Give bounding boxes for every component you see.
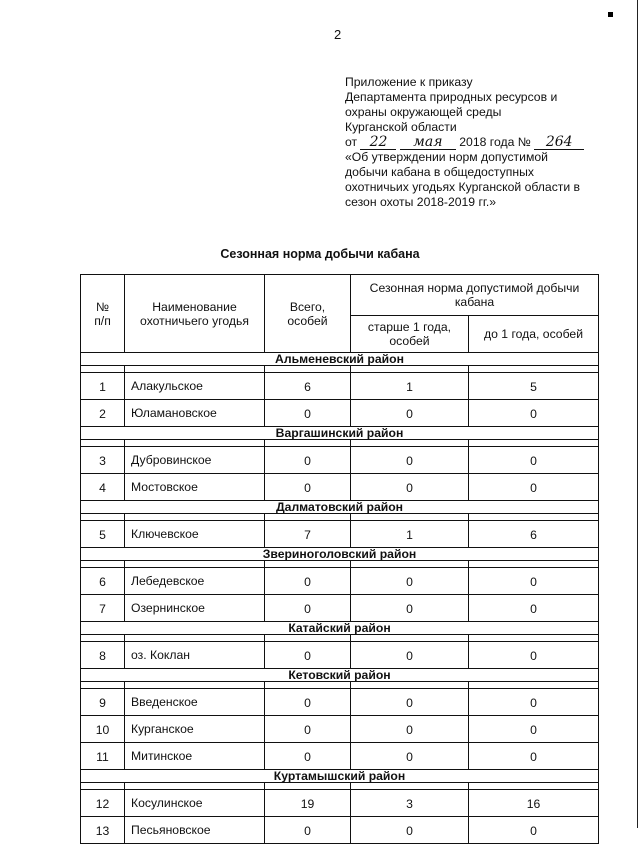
total-value: 0	[265, 595, 351, 622]
older-value: 0	[351, 474, 469, 501]
district-name: Катайский район	[81, 622, 599, 635]
table-row	[81, 521, 599, 548]
district-row	[81, 427, 599, 440]
spacer-cell	[351, 561, 469, 568]
spacer-cell	[125, 561, 265, 568]
total-value: 0	[265, 642, 351, 669]
hunting-ground-name: Косулинское	[125, 790, 265, 817]
hunting-ground-name: Песьяновское	[125, 817, 265, 844]
older-value: 0	[351, 568, 469, 595]
younger-value: 5	[469, 373, 599, 400]
spacer-cell	[351, 440, 469, 447]
spacer-cell	[469, 561, 599, 568]
appendix-line: Приложение к приказу	[345, 75, 473, 89]
older-value: 1	[351, 521, 469, 548]
district-name: Варгашинский район	[81, 427, 599, 440]
district-row	[81, 622, 599, 635]
spacer-cell	[125, 783, 265, 790]
header-older	[351, 316, 469, 353]
total-value: 0	[265, 474, 351, 501]
spacer-cell	[125, 366, 265, 373]
header-norm	[351, 275, 599, 316]
quota-table	[80, 274, 599, 844]
handwritten-day: 22	[360, 136, 396, 150]
hunting-ground-name: Юламановское	[125, 400, 265, 427]
row-number: 8	[81, 642, 125, 669]
total-value: 0	[265, 447, 351, 474]
header-younger: до 1 года, особей	[469, 316, 599, 353]
district-row	[81, 548, 599, 561]
page-number: 2	[334, 27, 342, 42]
spacer-row	[81, 440, 599, 447]
spacer-cell	[265, 682, 351, 689]
district-name: Звериноголовский район	[81, 548, 599, 561]
spacer-cell	[125, 635, 265, 642]
hunting-ground-name: Дубровинское	[125, 447, 265, 474]
table-row	[81, 373, 599, 400]
table-row	[81, 817, 599, 844]
younger-value: 16	[469, 790, 599, 817]
table-row	[81, 642, 599, 669]
spacer-cell	[265, 366, 351, 373]
total-value: 0	[265, 400, 351, 427]
younger-value: 0	[469, 595, 599, 622]
hunting-ground-name: Ключевское	[125, 521, 265, 548]
spacer-cell	[351, 783, 469, 790]
spacer-cell	[81, 514, 125, 521]
spacer-cell	[81, 682, 125, 689]
header-older-line: особей	[389, 334, 430, 348]
spacer-cell	[81, 366, 125, 373]
spacer-row	[81, 783, 599, 790]
table-row	[81, 474, 599, 501]
row-number: 5	[81, 521, 125, 548]
district-row	[81, 770, 599, 783]
row-number: 13	[81, 817, 125, 844]
district-row	[81, 353, 599, 366]
spacer-cell	[265, 635, 351, 642]
row-number: 12	[81, 790, 125, 817]
spacer-cell	[469, 783, 599, 790]
hunting-ground-name: оз. Коклан	[125, 642, 265, 669]
spacer-cell	[265, 440, 351, 447]
younger-value: 0	[469, 689, 599, 716]
older-value: 3	[351, 790, 469, 817]
spacer-row	[81, 682, 599, 689]
row-number: 1	[81, 373, 125, 400]
appendix-line: Курганской области	[345, 120, 457, 134]
header-total-line: Всего,	[289, 299, 326, 314]
spacer-cell	[265, 783, 351, 790]
appendix-date-line	[345, 135, 615, 150]
spacer-cell	[351, 635, 469, 642]
younger-value: 0	[469, 743, 599, 770]
spacer-cell	[469, 366, 599, 373]
hunting-ground-name: Озернинское	[125, 595, 265, 622]
older-value: 0	[351, 817, 469, 844]
spacer-cell	[81, 561, 125, 568]
document-title: Сезонная норма добычи кабана	[220, 247, 420, 261]
younger-value: 0	[469, 474, 599, 501]
appendix-quote-line: добычи кабана в общедоступных	[345, 165, 534, 179]
spacer-cell	[469, 440, 599, 447]
appendix-quote-line: охотничьих угодьях Курганской области в	[345, 180, 581, 194]
total-value: 0	[265, 716, 351, 743]
younger-value: 0	[469, 400, 599, 427]
district-name: Далматовский район	[81, 501, 599, 514]
header-norm-line: Сезонная норма допустимой добычи	[369, 281, 580, 295]
table-row	[81, 790, 599, 817]
older-value: 0	[351, 743, 469, 770]
row-number: 10	[81, 716, 125, 743]
table-header-row	[81, 275, 599, 316]
younger-value: 0	[469, 817, 599, 844]
total-value: 7	[265, 521, 351, 548]
district-name: Альменевский район	[81, 353, 599, 366]
hunting-ground-name: Мостовское	[125, 474, 265, 501]
younger-value: 6	[469, 521, 599, 548]
older-value: 0	[351, 400, 469, 427]
table-row	[81, 743, 599, 770]
total-value: 6	[265, 373, 351, 400]
spacer-cell	[81, 783, 125, 790]
older-value: 0	[351, 689, 469, 716]
older-value: 0	[351, 447, 469, 474]
total-value: 0	[265, 568, 351, 595]
total-value: 0	[265, 743, 351, 770]
header-total	[265, 275, 351, 353]
spacer-cell	[469, 682, 599, 689]
header-norm-line: кабана	[454, 295, 495, 309]
district-name: Кетовский район	[81, 669, 599, 682]
appendix-line: охраны окружающей среды	[345, 105, 502, 119]
year-text: 2018 года №	[459, 135, 531, 149]
table-row	[81, 689, 599, 716]
younger-value: 0	[469, 447, 599, 474]
older-value: 0	[351, 642, 469, 669]
header-total-line: особей	[287, 313, 328, 328]
handwritten-order-number: 264	[534, 136, 584, 150]
older-value: 0	[351, 716, 469, 743]
row-number: 2	[81, 400, 125, 427]
spacer-cell	[351, 366, 469, 373]
spacer-cell	[265, 514, 351, 521]
table-row	[81, 595, 599, 622]
hunting-ground-name: Алакульское	[125, 373, 265, 400]
appendix-line: Департамента природных ресурсов и	[345, 90, 558, 104]
table-row	[81, 568, 599, 595]
scan-mark	[608, 12, 613, 17]
spacer-cell	[125, 682, 265, 689]
total-value: 19	[265, 790, 351, 817]
hunting-ground-name: Введенское	[125, 689, 265, 716]
spacer-cell	[125, 514, 265, 521]
spacer-cell	[351, 682, 469, 689]
spacer-row	[81, 514, 599, 521]
spacer-row	[81, 635, 599, 642]
row-number: 11	[81, 743, 125, 770]
district-name: Куртамышский район	[81, 770, 599, 783]
younger-value: 0	[469, 568, 599, 595]
spacer-cell	[125, 440, 265, 447]
spacer-cell	[81, 635, 125, 642]
table-row	[81, 447, 599, 474]
spacer-cell	[469, 514, 599, 521]
row-number: 6	[81, 568, 125, 595]
younger-value: 0	[469, 642, 599, 669]
row-number: 4	[81, 474, 125, 501]
row-number: 3	[81, 447, 125, 474]
appendix-quote-line: «Об утверждении норм допустимой	[345, 150, 548, 164]
header-num-line: №	[95, 299, 110, 314]
header-num	[81, 275, 125, 353]
total-value: 0	[265, 817, 351, 844]
hunting-ground-name: Лебедевское	[125, 568, 265, 595]
header-num-line: п/п	[94, 313, 111, 328]
date-prefix: от	[345, 135, 358, 149]
district-row	[81, 669, 599, 682]
handwritten-month: мая	[400, 136, 456, 150]
spacer-cell	[81, 440, 125, 447]
hunting-ground-name: Курганское	[125, 716, 265, 743]
older-value: 0	[351, 595, 469, 622]
scan-edge-line	[637, 0, 638, 828]
younger-value: 0	[469, 716, 599, 743]
appendix-quote-line: сезон охоты 2018-2019 гг.»	[345, 195, 497, 209]
header-older-line: старше 1 года,	[367, 320, 452, 334]
row-number: 7	[81, 595, 125, 622]
hunting-ground-name: Митинское	[125, 743, 265, 770]
table-row	[81, 400, 599, 427]
header-name-line: охотничьего угодья	[140, 313, 249, 328]
spacer-cell	[265, 561, 351, 568]
header-name-line: Наименование	[152, 299, 237, 314]
spacer-cell	[351, 514, 469, 521]
district-row	[81, 501, 599, 514]
total-value: 0	[265, 689, 351, 716]
row-number: 9	[81, 689, 125, 716]
spacer-cell	[469, 635, 599, 642]
spacer-row	[81, 561, 599, 568]
header-name	[125, 275, 265, 353]
table-row	[81, 716, 599, 743]
appendix-block	[345, 75, 615, 210]
older-value: 1	[351, 373, 469, 400]
spacer-row	[81, 366, 599, 373]
